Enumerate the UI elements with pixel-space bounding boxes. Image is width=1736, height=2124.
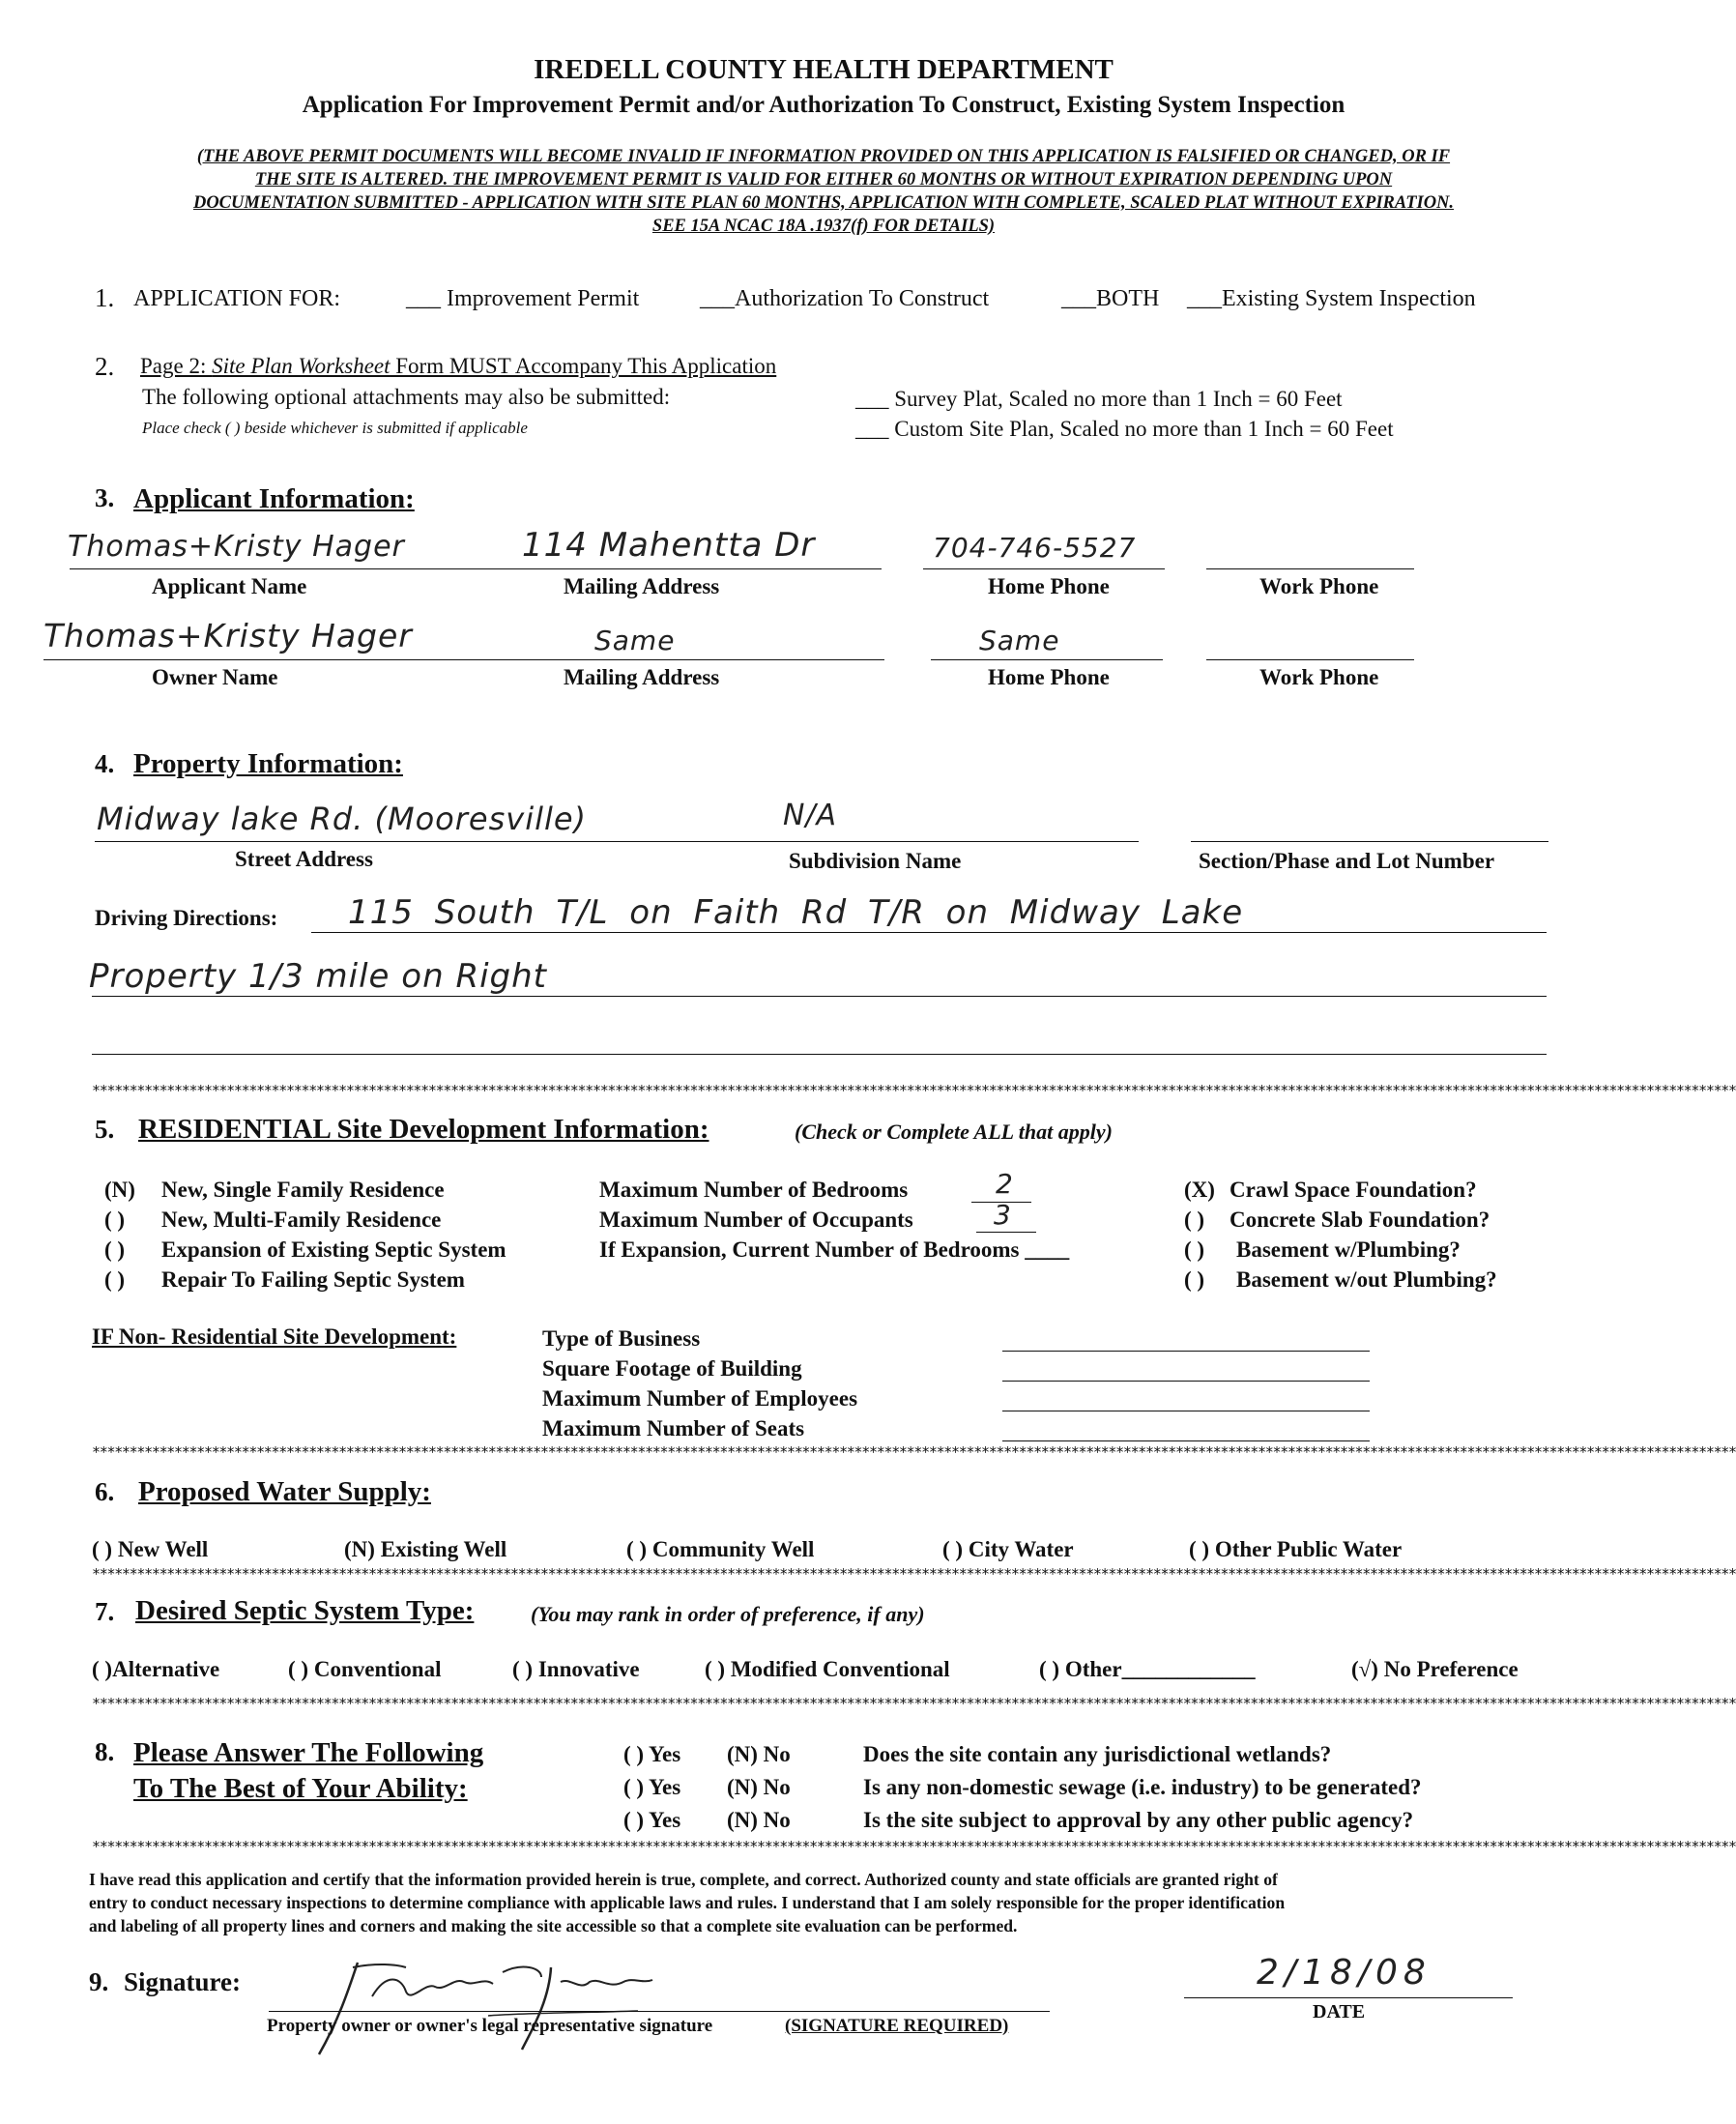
concrete-slab-label: Concrete Slab Foundation? <box>1230 1207 1490 1232</box>
site-plan-notice: Page 2: Site Plan Worksheet Form MUST Accompany This Application <box>140 354 777 378</box>
max-bedrooms-label: Maximum Number of Bedrooms <box>599 1178 909 1202</box>
work-phone-label: Work Phone <box>1259 574 1379 598</box>
max-occupants-value[interactable]: 3 <box>994 1199 1012 1231</box>
authorization-option[interactable]: ___Authorization To Construct <box>700 286 990 311</box>
non-residential-label: IF Non- Residential Site Development: <box>92 1324 457 1349</box>
crawl-space-checkbox[interactable]: (X) <box>1184 1178 1215 1202</box>
optional-attachments-text: The following optional attachments may also be submitted: <box>142 385 671 409</box>
applicant-information-title: Applicant Information: <box>133 483 415 514</box>
certification-line: entry to conduct necessary inspections to determine compliance with applicable laws and rules. I understand that I am solely responsible for the proper identification <box>89 1893 1286 1912</box>
owner-home-phone-value[interactable]: Same <box>979 625 1060 656</box>
repair-label: Repair To Failing Septic System <box>161 1267 465 1292</box>
expansion-label: Expansion of Existing Septic System <box>161 1237 506 1262</box>
driving-directions-line2[interactable]: Property 1/3 mile on Right <box>89 957 547 996</box>
section-number: 4. <box>95 749 115 778</box>
application-for-label: APPLICATION FOR: <box>133 286 341 311</box>
conventional-option[interactable]: ( ) Conventional <box>288 1657 442 1681</box>
wetlands-question: Does the site contain any jurisdictional wetlands? <box>863 1742 1332 1766</box>
applicant-name-label: Applicant Name <box>152 574 307 598</box>
section-number: 5. <box>95 1115 115 1144</box>
modified-conventional-option[interactable]: ( ) Modified Conventional <box>705 1657 950 1681</box>
new-well-option[interactable]: ( ) New Well <box>92 1537 209 1561</box>
section-number: 2. <box>95 352 115 381</box>
section-number: 9. <box>89 1967 109 1996</box>
residential-title: RESIDENTIAL Site Development Information: <box>138 1114 709 1145</box>
separator: **************************************************************************************************************************************************************************************************************************** <box>92 1565 1736 1583</box>
square-footage-label: Square Footage of Building <box>542 1356 802 1381</box>
sewage-question: Is any non-domestic sewage (i.e. industry) to be generated? <box>863 1775 1422 1799</box>
subdivision-name-value[interactable]: N/A <box>783 799 838 832</box>
work-phone-label: Work Phone <box>1259 665 1379 689</box>
current-bedrooms-value[interactable]: ____ <box>1025 1237 1070 1262</box>
questions-title-line2: To The Best of Your Ability: <box>133 1773 468 1804</box>
basement-no-plumbing-checkbox[interactable]: ( ) <box>1184 1267 1205 1292</box>
section-number: 6. <box>95 1477 115 1506</box>
handwritten-signature[interactable] <box>290 1924 696 2059</box>
street-address-value[interactable]: Midway lake Rd. (Mooresville) <box>97 800 588 837</box>
section-number: 1. <box>95 283 115 312</box>
expansion-checkbox[interactable]: ( ) <box>104 1237 126 1262</box>
signature-required-note: (SIGNATURE REQUIRED) <box>785 2016 1009 2036</box>
multi-family-label: New, Multi-Family Residence <box>161 1207 442 1232</box>
both-option[interactable]: ___BOTH <box>1061 286 1160 311</box>
home-phone-label: Home Phone <box>988 665 1110 689</box>
crawl-space-label: Crawl Space Foundation? <box>1230 1178 1477 1202</box>
notice-line: DOCUMENTATION SUBMITTED - APPLICATION WITH SITE PLAN 60 MONTHS, APPLICATION WITH COMPLETE, SCALED PLAT WITHOUT EXPIRATION. <box>192 193 1455 213</box>
water-supply-title: Proposed Water Supply: <box>138 1476 431 1507</box>
questions-title-line1: Please Answer The Following <box>133 1737 484 1768</box>
applicant-name-value[interactable]: Thomas+Kristy Hager <box>68 530 405 564</box>
max-seats-field[interactable] <box>1002 1440 1370 1441</box>
owner-name-label: Owner Name <box>152 665 278 689</box>
certification-line: I have read this application and certify that the information provided herein is true, complete, and correct. Authorized county and state officials are granted right of <box>89 1870 1278 1889</box>
driving-directions-line1[interactable]: 115 South T/L on Faith Rd T/R on Midway Lake <box>348 893 1244 932</box>
max-occupants-label: Maximum Number of Occupants <box>599 1207 913 1232</box>
basement-plumbing-checkbox[interactable]: ( ) <box>1184 1237 1205 1262</box>
no-preference-option[interactable]: (√) No Preference <box>1351 1657 1519 1681</box>
type-of-business-label: Type of Business <box>542 1326 701 1351</box>
max-bedrooms-value[interactable]: 2 <box>996 1168 1014 1200</box>
agency-question: Is the site subject to approval by any other public agency? <box>863 1808 1414 1832</box>
separator: **************************************************************************************************************************************************************************************************************************** <box>92 1443 1736 1461</box>
alternative-option[interactable]: ( )Alternative <box>92 1657 220 1681</box>
existing-system-option[interactable]: ___Existing System Inspection <box>1187 286 1476 311</box>
form-title: IREDELL COUNTY HEALTH DEPARTMENT <box>534 54 1114 85</box>
mailing-address-label: Mailing Address <box>564 574 720 598</box>
signature-caption: Property owner or owner's legal representative signature <box>267 2016 713 2036</box>
basement-plumbing-label: Basement w/Plumbing? <box>1236 1237 1461 1262</box>
subdivision-name-label: Subdivision Name <box>789 849 962 873</box>
signature-label: Signature: <box>124 1967 242 1996</box>
wetlands-yes-option[interactable]: ( ) Yes <box>623 1742 681 1766</box>
agency-no-option[interactable]: (N) No <box>727 1808 791 1832</box>
section-phase-lot-label: Section/Phase and Lot Number <box>1199 849 1495 873</box>
multi-family-checkbox[interactable]: ( ) <box>104 1207 126 1232</box>
section-number: 7. <box>95 1597 115 1626</box>
survey-plat-option[interactable]: ___ Survey Plat, Scaled no more than 1 Inch = 60 Feet <box>855 387 1343 411</box>
max-seats-label: Maximum Number of Seats <box>542 1416 805 1440</box>
date-label: DATE <box>1313 2001 1366 2022</box>
square-footage-field[interactable] <box>1002 1381 1370 1382</box>
city-water-option[interactable]: ( ) City Water <box>942 1537 1074 1561</box>
agency-yes-option[interactable]: ( ) Yes <box>623 1808 681 1832</box>
innovative-option[interactable]: ( ) Innovative <box>512 1657 640 1681</box>
max-employees-label: Maximum Number of Employees <box>542 1386 858 1411</box>
other-option[interactable]: ( ) Other____________ <box>1039 1657 1256 1681</box>
separator: **************************************************************************************************************************************************************************************************************************** <box>92 1082 1736 1099</box>
notice-line: (THE ABOVE PERMIT DOCUMENTS WILL BECOME INVALID IF INFORMATION PROVIDED ON THIS APPLICATION IS FALSIFIED OR CHANGED, OR IF <box>196 147 1451 166</box>
owner-mailing-address-value[interactable]: Same <box>594 625 676 656</box>
applicant-home-phone-value[interactable]: 704-746-5527 <box>933 532 1137 564</box>
sewage-yes-option[interactable]: ( ) Yes <box>623 1775 681 1799</box>
section-number: 3. <box>95 483 115 512</box>
property-information-title: Property Information: <box>133 748 403 779</box>
notice-line: THE SITE IS ALTERED. THE IMPROVEMENT PERMIT IS VALID FOR EITHER 60 MONTHS OR WITHOUT EXPIRATION DEPENDING UPON <box>254 170 1393 189</box>
place-check-text: Place check ( ) beside whichever is submitted if applicable <box>142 419 528 437</box>
type-of-business-field[interactable] <box>1002 1351 1370 1352</box>
applicant-mailing-address-value[interactable]: 114 Mahentta Dr <box>522 526 816 565</box>
basement-no-plumbing-label: Basement w/out Plumbing? <box>1236 1267 1497 1292</box>
septic-type-title: Desired Septic System Type: <box>135 1595 475 1626</box>
concrete-slab-checkbox[interactable]: ( ) <box>1184 1207 1205 1232</box>
current-bedrooms-label: If Expansion, Current Number of Bedrooms ____ <box>599 1237 1070 1262</box>
separator: **************************************************************************************************************************************************************************************************************************** <box>92 1695 1736 1712</box>
improvement-permit-option[interactable]: ___ Improvement Permit <box>406 286 640 311</box>
septic-type-note: (You may rank in order of preference, if any) <box>531 1602 925 1626</box>
home-phone-label: Home Phone <box>988 574 1110 598</box>
wetlands-no-option[interactable]: (N) No <box>727 1742 791 1766</box>
single-family-checkbox[interactable]: (N) <box>104 1178 135 1202</box>
custom-site-plan-option[interactable]: ___ Custom Site Plan, Scaled no more than 1 Inch = 60 Feet <box>855 417 1394 441</box>
owner-name-value[interactable]: Thomas+Kristy Hager <box>43 617 413 655</box>
repair-checkbox[interactable]: ( ) <box>104 1267 126 1292</box>
single-family-label: New, Single Family Residence <box>161 1178 445 1202</box>
existing-well-option[interactable]: (N) Existing Well <box>344 1537 507 1561</box>
community-well-option[interactable]: ( ) Community Well <box>626 1537 815 1561</box>
form-subtitle: Application For Improvement Permit and/or Authorization To Construct, Existing System Inspection <box>302 92 1345 118</box>
other-public-water-option[interactable]: ( ) Other Public Water <box>1189 1537 1403 1561</box>
notice-line: SEE 15A NCAC 18A .1937(f) FOR DETAILS) <box>651 217 996 236</box>
date-value[interactable]: 2/18/08 <box>1257 1953 1432 1993</box>
residential-note: (Check or Complete ALL that apply) <box>795 1120 1113 1144</box>
certification-line: and labeling of all property lines and corners and making the site accessible so that a complete site evaluation can be performed. <box>89 1916 1018 1935</box>
driving-directions-label: Driving Directions: <box>95 906 278 930</box>
street-address-label: Street Address <box>235 847 373 871</box>
sewage-no-option[interactable]: (N) No <box>727 1775 791 1799</box>
separator: **************************************************************************************************************************************************************************************************************************** <box>92 1838 1736 1855</box>
mailing-address-label: Mailing Address <box>564 665 720 689</box>
section-number: 8. <box>95 1737 115 1766</box>
